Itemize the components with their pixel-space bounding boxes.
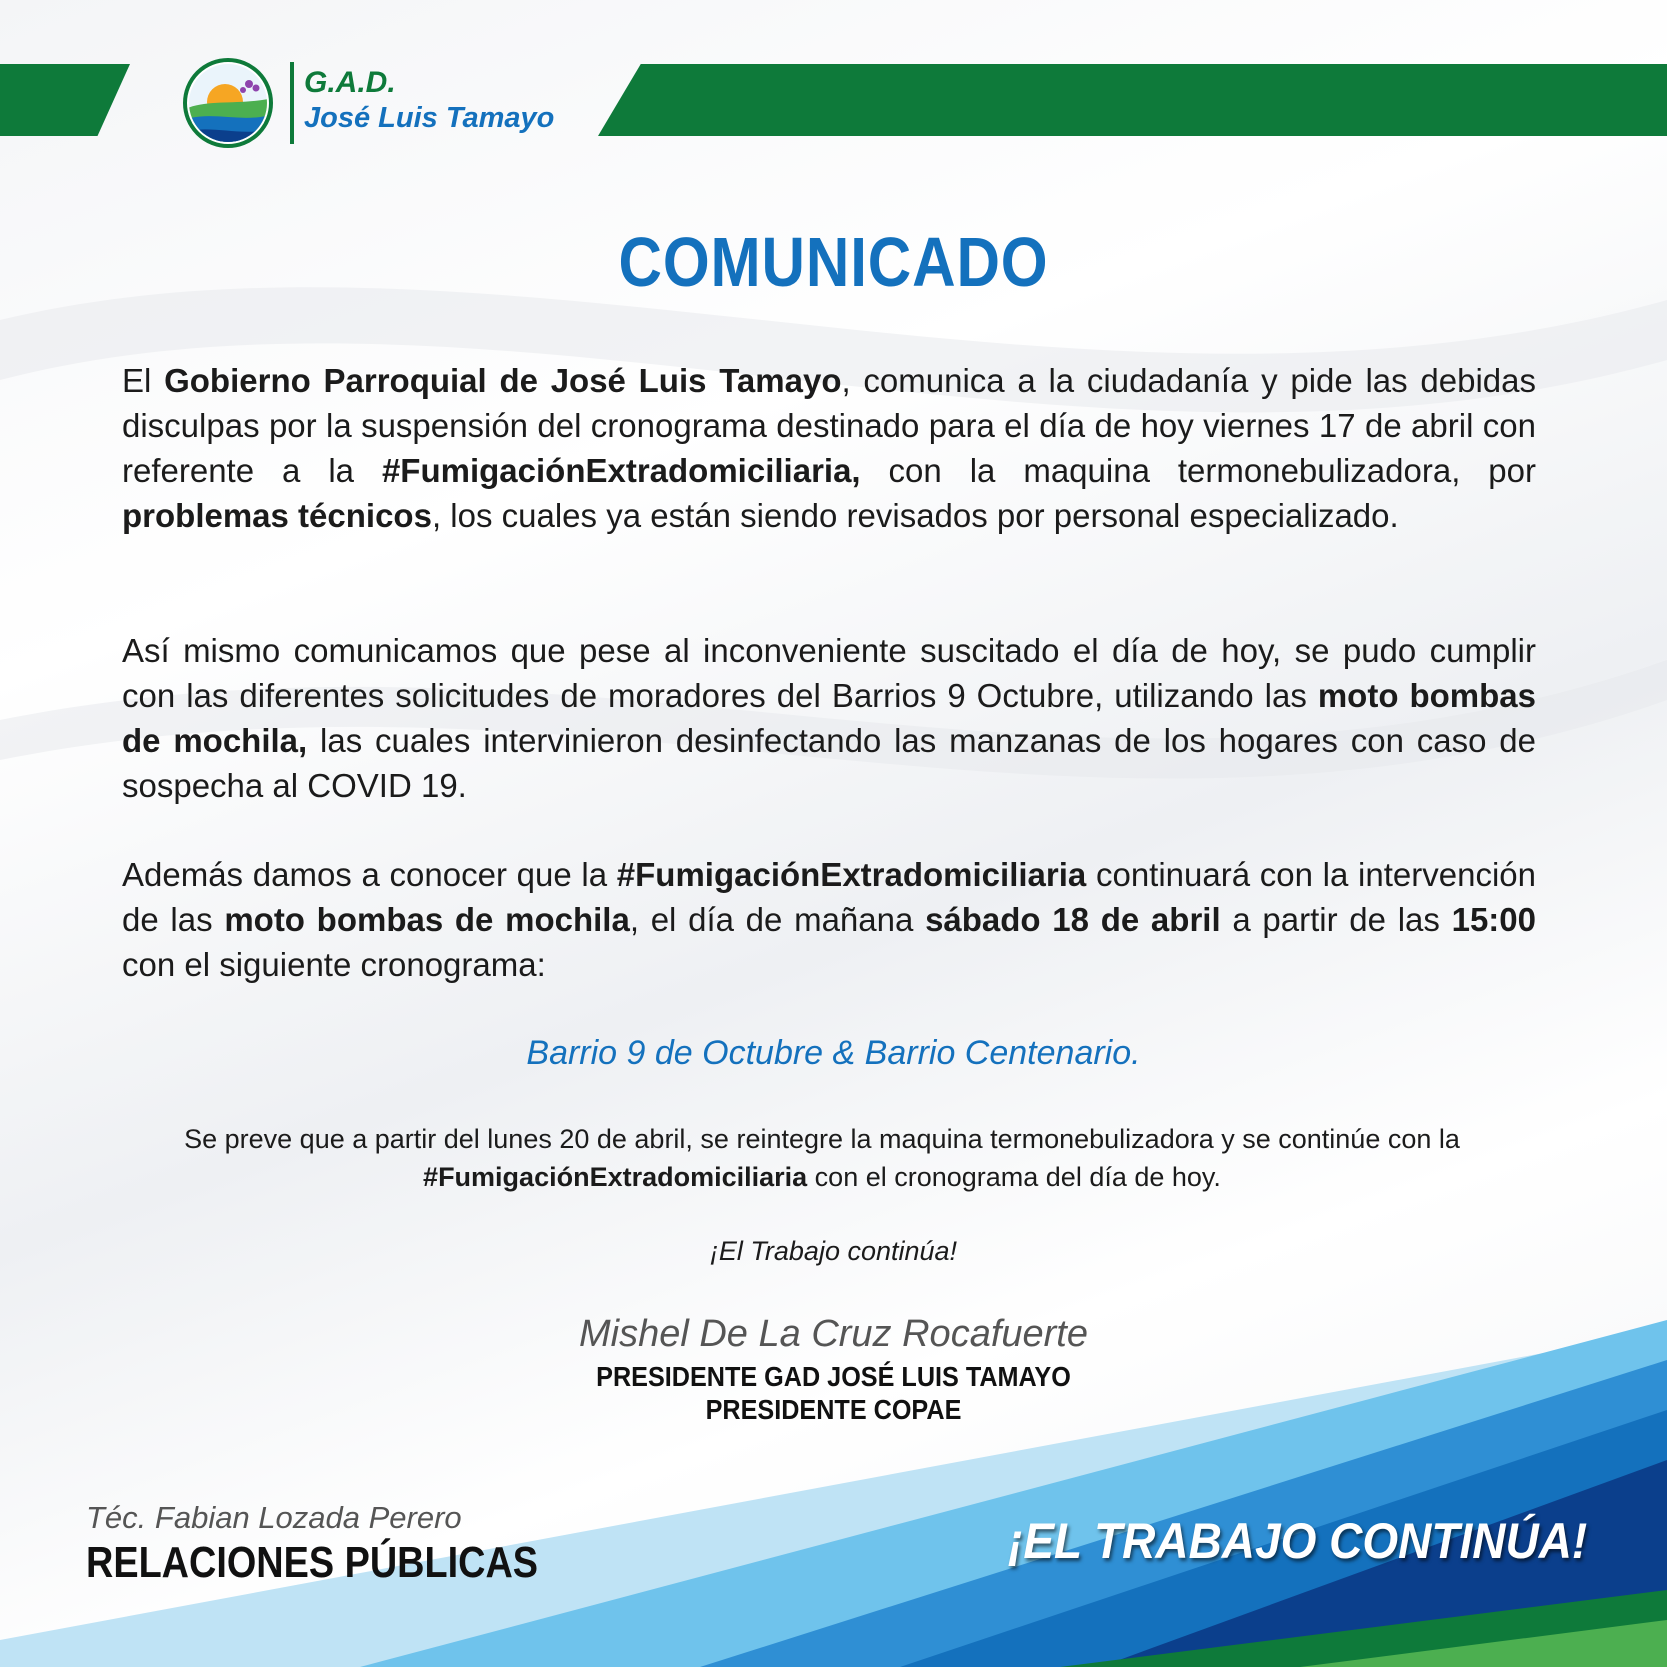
paragraph-2: Así mismo comunicamos que pese al inconveniente suscitado el día de hoy, se pudo cumplir con las diferentes solicitudes de moradores del Barrios 9 Octubre, utilizando las moto bombas de mochila, las cuales intervinieron desinfectando las manzanas de los hogares con caso de sospecha al COVID 19. — [122, 632, 1536, 804]
header-band-right — [598, 64, 1667, 136]
logo-name-text: José Luis Tamayo — [304, 102, 555, 134]
pr-department: RELACIONES PÚBLICAS — [86, 1538, 539, 1587]
logo-divider — [290, 62, 294, 144]
paragraph-3: Además damos a conocer que la #FumigaciónExtradomiciliaria continuará con la intervención de las moto bombas de mochila, el día de mañana sábado 18 de abril a partir de las 15:00 con el siguiente cronograma: — [122, 856, 1536, 983]
signer-role-1: PRESIDENTE GAD JOSÉ LUIS TAMAYO — [596, 1361, 1071, 1392]
slogan-big: ¡EL TRABAJO CONTINÚA! — [1008, 1513, 1588, 1569]
logo-gad-text: G.A.D. — [304, 66, 396, 99]
gad-logo-icon — [183, 58, 273, 148]
signer-role-2: PRESIDENTE COPAE — [705, 1394, 962, 1425]
barrio-schedule: Barrio 9 de Octubre & Barrio Centenario. — [526, 1034, 1141, 1072]
signer-name: Mishel De La Cruz Rocafuerte — [579, 1313, 1088, 1355]
paragraph-1: El Gobierno Parroquial de José Luis Tamayo, comunica a la ciudadanía y pide las debidas disculpas por la suspensión del cronograma destinado para el día de hoy viernes 17 de abril con referente a la #FumigaciónExtradomiciliaria, con la maquina termonebulizadora, por problemas técnicos, los cuales ya están siendo revisados por personal especializado. — [122, 362, 1536, 534]
slogan-small: ¡El Trabajo continúa! — [709, 1236, 958, 1266]
note-paragraph: Se preve que a partir del lunes 20 de abril, se reintegre la maquina termonebulizadora y se continúe con la #FumigaciónExtradomiciliaria con el cronograma del día de hoy. — [184, 1124, 1460, 1192]
page-title: COMUNICADO — [618, 223, 1049, 301]
pr-name: Téc. Fabian Lozada Perero — [86, 1500, 462, 1535]
